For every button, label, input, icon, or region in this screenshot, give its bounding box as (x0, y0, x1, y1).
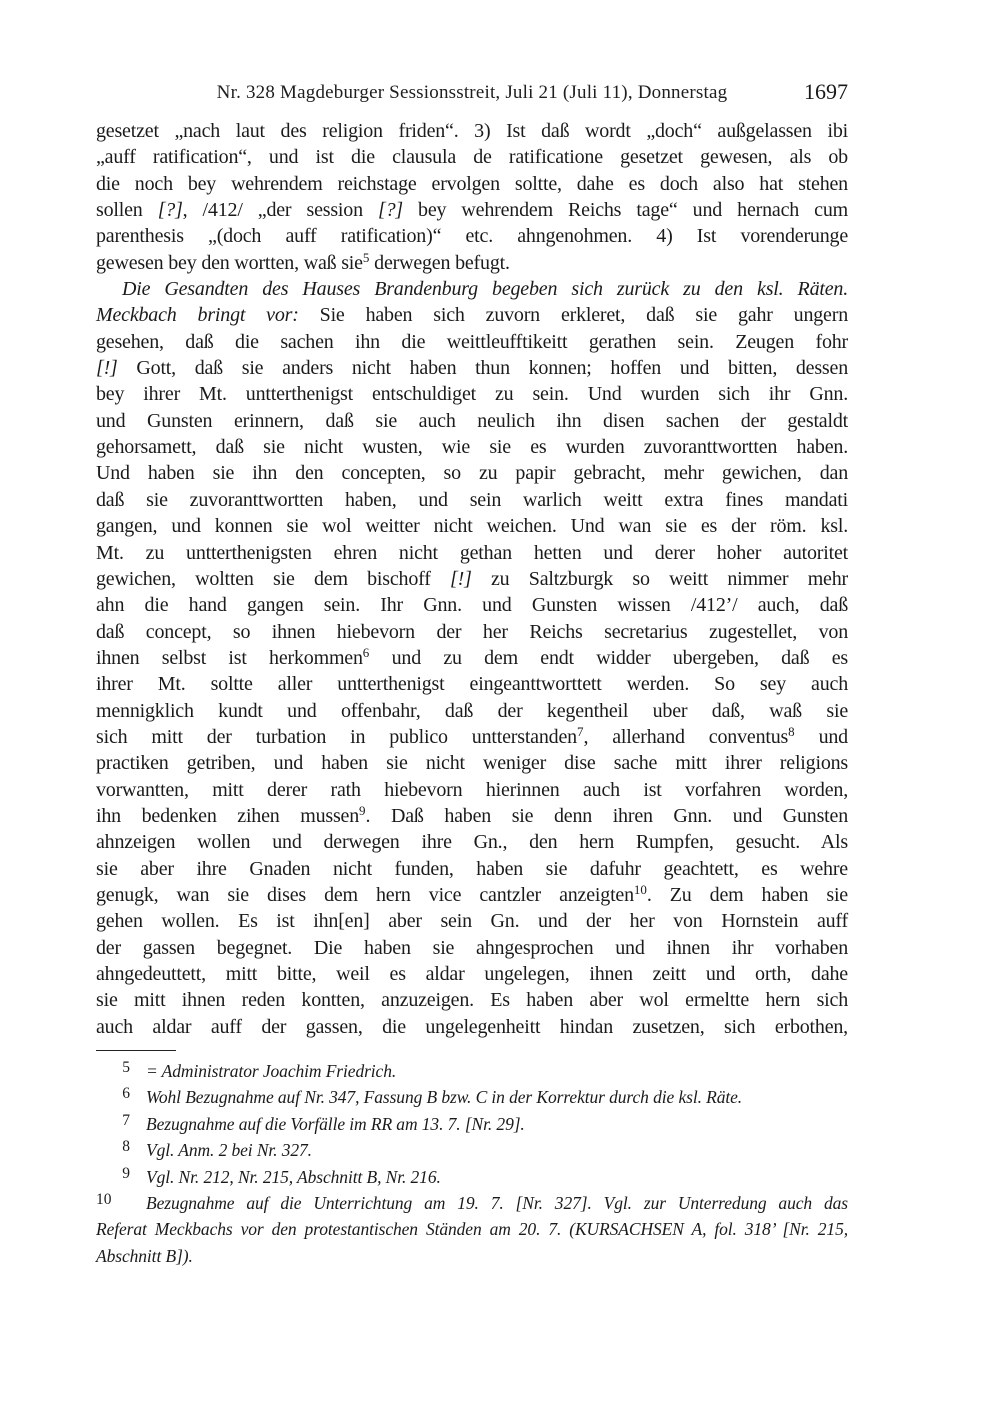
running-header (96, 79, 848, 108)
text-run: und Gunsten erinnern, daß sie auch neulich ihn disen sachen der gestaldt (96, 409, 848, 432)
text-run: Sie haben sich zuvorn erkleret, daß sie gahr ungern (319, 304, 848, 327)
footnote-line (96, 1058, 848, 1084)
text-run: sollen (96, 199, 158, 222)
text-run: Abschnitt B]). (96, 1245, 193, 1266)
text-run: , /412/ „der session (182, 199, 378, 222)
text-run: ihn bedenken zihen mussen (96, 804, 360, 827)
text-run: gesetzet „nach laut des religion friden“. 3) Ist daß wordt „doch“ außgelassen ibi (96, 120, 848, 142)
text-run: Vgl. Nr. 212, Nr. 215, Abschnitt B, Nr. 216. (146, 1166, 441, 1187)
body-line (96, 750, 848, 776)
footnote-ref: 9 (359, 802, 366, 818)
text-run: , allerhand conventus (583, 725, 789, 748)
header-title: Nr. 328 Magdeburger Sessionsstreit, Juli 21 (Juli 11), Donnerstag (216, 82, 728, 103)
body-line (96, 1014, 848, 1040)
body-line (96, 987, 848, 1013)
text-run: Meckbach bringt vor: (96, 304, 320, 327)
text-run: gehorsamett, daß sie nicht wusten, wie sie es wurden zuvoranttwortten haben. (96, 436, 848, 459)
footnote-ref: 5 (362, 249, 370, 265)
body-line (96, 698, 848, 724)
text-run: „auff ratification“, und ist die clausula de ratificatione gesetzet gewesen, als ob (96, 146, 848, 169)
text-run: gewichen, woltten sie dem bischoff (96, 567, 451, 590)
footnote-line (96, 1243, 848, 1269)
text-run: ahnzeigen wollen und derwegen ihre Gn., den hern Rumpfen, gesucht. Als (96, 831, 848, 854)
body-line (96, 566, 848, 592)
body-line (96, 381, 848, 407)
text-run: Mt. zu untterthenigsten ehren nicht gethan hetten und derer hoher autoritet (96, 541, 848, 564)
body-line (96, 276, 848, 302)
text-run: daß sie zuvoranttwortten haben, und sein warlich weitt extra fines mandati (96, 488, 848, 511)
text-run: die noch bey wehrendem reichstage ervolgen soltte, dahe es doch also hat stehen (96, 172, 848, 195)
body-line (96, 329, 848, 355)
body-line (96, 935, 848, 961)
text-run: Bezugnahme auf die Vorfälle im RR am 13. 7. [Nr. 29]. (146, 1113, 525, 1134)
footnote-line (96, 1084, 848, 1110)
text-run: Und haben sie ihn den concepten, so zu papir gebracht, mehr gewichen, dan (96, 462, 848, 485)
footnote-ref: 10 (633, 881, 647, 897)
body-line (96, 619, 848, 645)
text-run: der gassen begegnet. Die haben sie ahngesprochen und ihnen ihr vorhaben (96, 936, 848, 959)
footnotes-section (96, 1050, 848, 1269)
body-line (96, 592, 848, 618)
footnote-ref: 8 (788, 723, 795, 739)
text-run: . Zu dem haben sie (646, 883, 848, 906)
body-line (96, 645, 848, 671)
text-run: und zu dem endt widder ubergeben, daß es (369, 646, 848, 669)
text-run: und (794, 725, 848, 748)
footnote-number: 6 (122, 1085, 130, 1103)
text-run: bey ihrer Mt. untterthenigst entschuldiget zu sein. Und wurden sich ihr Gnn. (96, 383, 848, 406)
text-run: auch aldar auff der gassen, die ungelegenheitt hindan zusetzen, sich erbothen, (96, 1015, 848, 1038)
text-run: vorwantten, mitt derer rath hiebevorn hierinnen auch ist vorfahren worden, (96, 778, 848, 801)
body-line (96, 487, 848, 513)
footnote-number: 8 (122, 1138, 130, 1156)
text-run: Vgl. Anm. 2 bei Nr. 327. (146, 1140, 312, 1161)
text-run: genugk, wan sie dises dem hern vice cantzler anzeigten (96, 883, 634, 906)
footnote-line (96, 1164, 848, 1190)
text-run: sich mitt der turbation in publico untterstanden (96, 725, 577, 748)
body-line (96, 250, 848, 276)
text-run: parenthesis „(doch auff ratification)“ etc. ahngenohmen. 4) Ist vorenderunge (96, 225, 848, 248)
footnote-line (96, 1137, 848, 1163)
body-line (96, 118, 848, 144)
body-line (96, 540, 848, 566)
text-run: bey wehrendem Reichs tage“ und hernach cum (402, 199, 848, 222)
body-line (96, 724, 848, 750)
text-run: zu Saltzburgk so weitt nimmer mehr (471, 567, 848, 590)
body-line (96, 408, 848, 434)
footnote-ref: 7 (576, 723, 584, 739)
footnote-line (96, 1216, 848, 1242)
body-line (96, 434, 848, 460)
text-run: [?] (377, 199, 403, 222)
text-run: sie aber ihre Gnaden nicht funden, haben sie dafuhr geachtett, es wehre (96, 857, 848, 880)
body-line (96, 908, 848, 934)
footnote-ref: 6 (362, 644, 370, 660)
text-run: Gott, daß sie anders nicht haben thun konnen; hoffen und bitten, dessen (117, 357, 848, 380)
body-line (96, 302, 848, 328)
page-number: 1697 (804, 79, 848, 104)
text-run: gewesen bey den wortten, waß sie (96, 251, 363, 274)
body-line (96, 355, 848, 381)
footnotes-list (96, 1058, 848, 1269)
footnote-separator (96, 1050, 176, 1051)
footnote-number: 7 (122, 1111, 130, 1129)
footnote-number: 5 (122, 1059, 130, 1076)
body-line (96, 803, 848, 829)
text-run: daß concept, so ihnen hiebevorn der her Reichs secretarius zugestellet, von (96, 620, 848, 643)
text-run: Referat Meckbachs vor den protestantischen Ständen am 20. 7. (KURSACHSEN A, fol. 318’ [Nr. 215, (96, 1219, 848, 1240)
footnote-number: 9 (122, 1164, 130, 1182)
text-run: ihrer Mt. soltte aller untterthenigst eingeanttworttett werden. So sey auch (96, 673, 848, 696)
text-run: Bezugnahme auf die Unterrichtung am 19. 7. [Nr. 327]. Vgl. zur Unterredung auch das (146, 1192, 848, 1213)
footnote-line (96, 1190, 848, 1216)
text-run: gangen, und konnen sie wol weitter nicht weichen. Und wan sie es der röm. ksl. (96, 515, 848, 538)
text-run: Die Gesandten des Hauses Brandenburg begeben sich zurück zu den ksl. Räten. (122, 278, 848, 301)
body-line (96, 671, 848, 697)
body-line (96, 513, 848, 539)
body-line (96, 460, 848, 486)
text-run: ahn die hand gangen sein. Ihr Gnn. und Gunsten wissen /412’/ auch, daß (96, 594, 848, 617)
text-run: [!] (96, 357, 118, 380)
text-run: derwegen befugt. (369, 251, 510, 274)
body-line (96, 171, 848, 197)
body-line (96, 777, 848, 803)
text-run: = Administrator Joachim Friedrich. (146, 1061, 397, 1081)
text-run: mennigklich kundt und offenbahr, daß der kegentheil uber daß, waß sie (96, 699, 848, 722)
text-run: ahngedeuttett, mitt bitte, weil es aldar ungelegen, ihnen zeitt und orth, dahe (96, 963, 848, 985)
body-line (96, 223, 848, 249)
footnote-number: 10 (96, 1190, 112, 1208)
text-run: ihnen selbst ist herkommen (96, 646, 363, 669)
footnote-line (96, 1111, 848, 1137)
text-run: practiken getriben, und haben sie nicht weniger dise sache mitt ihrer religions (96, 752, 848, 775)
text-run: [?] (157, 199, 183, 222)
text-run: sie mitt ihnen reden kontten, anzuzeigen. Es haben aber wol ermeltte hern sich (96, 989, 848, 1012)
text-run: . Daß haben sie denn ihren Gnn. und Gunsten (365, 804, 849, 827)
text-run: [!] (450, 567, 472, 590)
body-line (96, 882, 848, 908)
body-line (96, 856, 848, 882)
body-line (96, 197, 848, 223)
body-line (96, 961, 848, 987)
text-run: gehen wollen. Es ist ihn[en] aber sein Gn. und der her von Hornstein auff (96, 910, 848, 933)
body-text (96, 118, 848, 1040)
text-run: gesehen, daß die sachen ihn die weittleufftikeitt gerathen sein. Zeugen fohr (96, 330, 848, 353)
body-line (96, 829, 848, 855)
body-line (96, 144, 848, 170)
text-run: Wohl Bezugnahme auf Nr. 347, Fassung B bzw. C in der Korrektur durch die ksl. Räte. (146, 1087, 743, 1108)
